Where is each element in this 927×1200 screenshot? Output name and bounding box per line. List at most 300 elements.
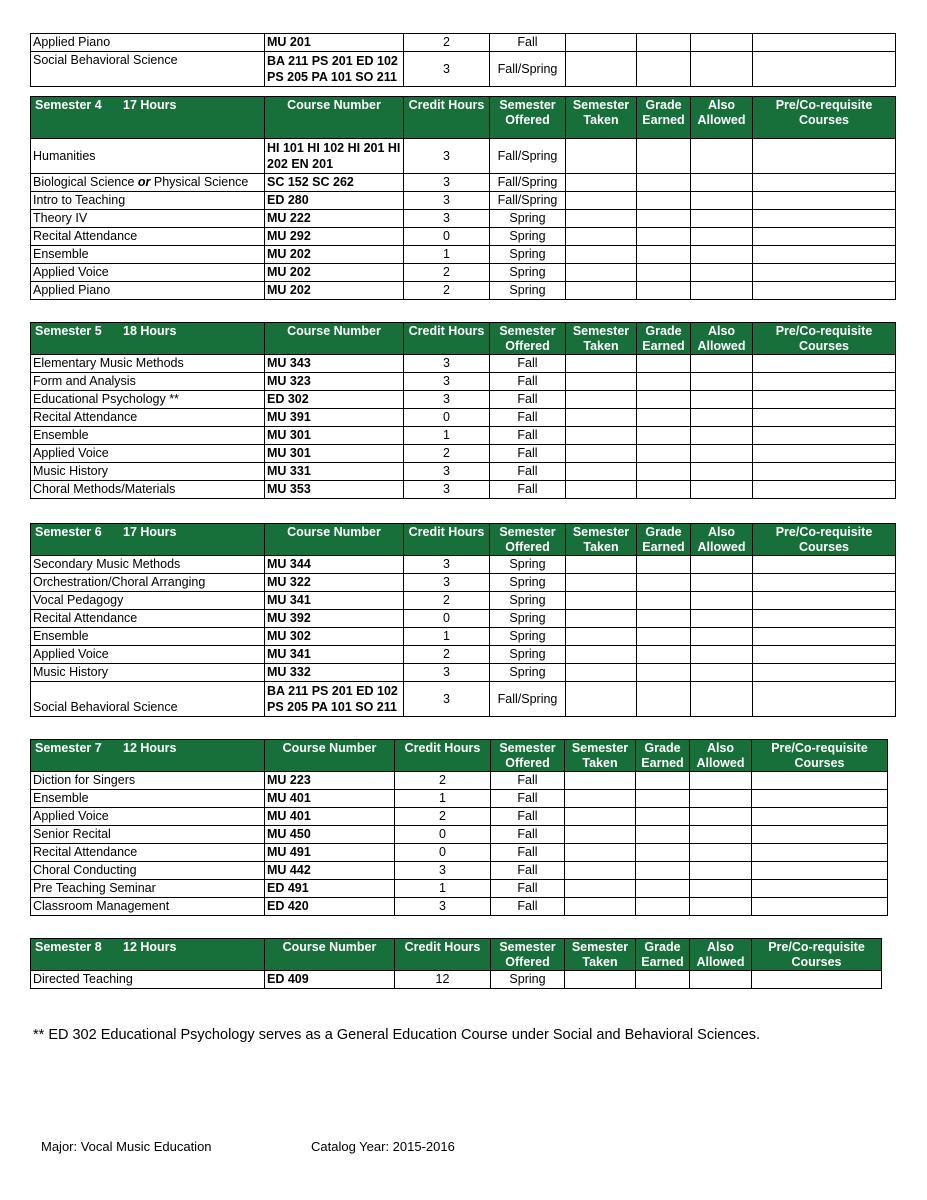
schedule-table-top [30, 33, 896, 87]
grade-earned-cell [637, 556, 691, 574]
table-row [31, 34, 896, 52]
table-row [31, 574, 896, 592]
table-row [31, 391, 896, 409]
semester-taken-cell [566, 664, 637, 682]
semester-offered: Fall [491, 790, 565, 808]
semester-offered: Spring [491, 971, 565, 989]
course-title: Recital Attendance [31, 409, 265, 427]
course-number: MU 202 [265, 246, 404, 264]
prereq-cell [752, 826, 888, 844]
course-number-header: Course Number [265, 740, 395, 772]
semester-offered: Spring [490, 282, 566, 300]
semester-offered: Fall [491, 898, 565, 916]
credit-hours: 1 [404, 628, 490, 646]
course-number: MU 343 [265, 355, 404, 373]
grade-earned-cell [636, 844, 690, 862]
semester-offered-header: Semester Offered [490, 323, 566, 355]
table-row [31, 898, 888, 916]
credit-hours: 2 [395, 808, 491, 826]
also-allowed-cell [691, 574, 753, 592]
course-number: MU 301 [265, 445, 404, 463]
grade-earned-cell [637, 664, 691, 682]
also-allowed-cell [690, 808, 752, 826]
course-title: Ensemble [31, 427, 265, 445]
also-allowed-cell [691, 355, 753, 373]
semester-taken-cell [566, 427, 637, 445]
semester-offered: Spring [490, 210, 566, 228]
course-number: MU 323 [265, 373, 404, 391]
prereq-cell [752, 971, 882, 989]
grade-earned-header: Grade Earned [637, 323, 691, 355]
course-title: Educational Psychology ** [31, 391, 265, 409]
grade-earned-cell [637, 592, 691, 610]
table-row [31, 282, 896, 300]
prereq-cell [753, 210, 896, 228]
prereq-cell [753, 574, 896, 592]
table-row [31, 481, 896, 499]
credit-hours: 1 [404, 427, 490, 445]
grade-earned-cell [636, 880, 690, 898]
credit-hours: 0 [395, 844, 491, 862]
credit-hours: 3 [404, 174, 490, 192]
grade-earned-cell [636, 862, 690, 880]
credit-hours: 0 [404, 409, 490, 427]
table-row [31, 355, 896, 373]
also-allowed-cell [691, 646, 753, 664]
credit-hours: 3 [404, 574, 490, 592]
semester-offered-header: Semester Offered [490, 524, 566, 556]
also-allowed-cell [691, 427, 753, 445]
grade-earned-header: Grade Earned [637, 97, 691, 139]
semester-offered: Fall [490, 481, 566, 499]
grade-earned-cell [637, 264, 691, 282]
also-allowed-cell [691, 246, 753, 264]
grade-earned-cell [636, 971, 690, 989]
course-title: Form and Analysis [31, 373, 265, 391]
semester-taken-cell [566, 556, 637, 574]
semester-offered: Spring [490, 628, 566, 646]
table-row [31, 210, 896, 228]
semester-hours: 12 Hours [123, 741, 177, 755]
course-number: MU 391 [265, 409, 404, 427]
grade-earned-cell [637, 445, 691, 463]
table-row [31, 844, 888, 862]
also-allowed-cell [691, 463, 753, 481]
grade-earned-cell [636, 898, 690, 916]
table-header-row [31, 939, 882, 971]
prereq-cell [752, 790, 888, 808]
table-row [31, 427, 896, 445]
semester-header [31, 524, 265, 556]
prereq-cell [753, 228, 896, 246]
credit-hours-header: Credit Hours [404, 524, 490, 556]
semester-hours: 17 Hours [123, 98, 177, 112]
semester-offered: Fall [490, 34, 566, 52]
prereq-cell [753, 246, 896, 264]
semester-taken-cell [565, 844, 636, 862]
table-header-row [31, 740, 888, 772]
grade-earned-cell [637, 373, 691, 391]
also-allowed-cell [691, 409, 753, 427]
course-title: Ensemble [31, 790, 265, 808]
grade-earned-cell [637, 355, 691, 373]
table-row [31, 971, 882, 989]
credit-hours: 3 [395, 862, 491, 880]
semester-taken-cell [565, 880, 636, 898]
semester-header [31, 323, 265, 355]
semester-taken-cell [565, 862, 636, 880]
table-row [31, 862, 888, 880]
also-allowed-header: Also Allowed [690, 939, 752, 971]
prereq-header: Pre/Co-requisite Courses [752, 939, 882, 971]
table-row [31, 445, 896, 463]
also-allowed-cell [691, 192, 753, 210]
course-title: Vocal Pedagogy [31, 592, 265, 610]
also-allowed-cell [690, 862, 752, 880]
grade-earned-cell [637, 574, 691, 592]
semester-offered: Fall [490, 355, 566, 373]
grade-earned-cell [636, 790, 690, 808]
also-allowed-header: Also Allowed [690, 740, 752, 772]
credit-hours: 2 [395, 772, 491, 790]
also-allowed-cell [690, 826, 752, 844]
course-number: ED 409 [265, 971, 395, 989]
semester-taken-header: Semester Taken [566, 323, 637, 355]
semester-header [31, 740, 265, 772]
grade-earned-cell [637, 34, 691, 52]
course-title: Recital Attendance [31, 228, 265, 246]
semester-taken-cell [565, 790, 636, 808]
semester-offered: Fall [491, 844, 565, 862]
credit-hours-header: Credit Hours [395, 740, 491, 772]
also-allowed-cell [691, 282, 753, 300]
grade-earned-cell [637, 282, 691, 300]
semester-taken-cell [565, 971, 636, 989]
table-row [31, 409, 896, 427]
credit-hours: 3 [404, 391, 490, 409]
prereq-cell [753, 192, 896, 210]
semester-offered: Fall [491, 772, 565, 790]
also-allowed-cell [691, 373, 753, 391]
credit-hours: 0 [404, 610, 490, 628]
semester-taken-cell [566, 592, 637, 610]
prereq-cell [753, 427, 896, 445]
course-number: ED 491 [265, 880, 395, 898]
course-number: MU 332 [265, 664, 404, 682]
semester-hours: 12 Hours [123, 940, 177, 954]
course-title: Pre Teaching Seminar [31, 880, 265, 898]
table-row [31, 646, 896, 664]
semester-taken-cell [566, 192, 637, 210]
course-number: MU 202 [265, 264, 404, 282]
semester-offered: Fall [491, 862, 565, 880]
prereq-cell [753, 628, 896, 646]
semester-offered: Fall [490, 463, 566, 481]
semester-taken-cell [565, 826, 636, 844]
course-number: MU 442 [265, 862, 395, 880]
grade-earned-cell [637, 391, 691, 409]
also-allowed-cell [691, 34, 753, 52]
course-title: Intro to Teaching [31, 192, 265, 210]
prereq-cell [753, 373, 896, 391]
table-row [31, 246, 896, 264]
course-title: Applied Voice [31, 808, 265, 826]
course-title: Choral Methods/Materials [31, 481, 265, 499]
course-number-header: Course Number [265, 97, 404, 139]
semester-taken-header: Semester Taken [565, 939, 636, 971]
course-title: Humanities [31, 139, 265, 174]
also-allowed-cell [691, 264, 753, 282]
course-title: Elementary Music Methods [31, 355, 265, 373]
credit-hours: 12 [395, 971, 491, 989]
also-allowed-cell [691, 139, 753, 174]
semester-taken-cell [566, 445, 637, 463]
prereq-cell [752, 880, 888, 898]
table-row [31, 628, 896, 646]
course-number: MU 223 [265, 772, 395, 790]
credit-hours: 2 [404, 646, 490, 664]
also-allowed-cell [691, 610, 753, 628]
semester-offered: Spring [490, 228, 566, 246]
course-number: BA 211 PS 201 ED 102 PS 205 PA 101 SO 211 [265, 682, 404, 717]
course-title: Music History [31, 463, 265, 481]
credit-hours: 3 [395, 898, 491, 916]
grade-earned-header: Grade Earned [636, 939, 690, 971]
semester-offered: Spring [490, 574, 566, 592]
prereq-cell [753, 282, 896, 300]
prereq-cell [753, 52, 896, 87]
prereq-cell [753, 682, 896, 717]
course-title: Social Behavioral Science [31, 682, 265, 717]
grade-earned-cell [637, 646, 691, 664]
semester-offered: Fall [491, 808, 565, 826]
semester-offered: Fall [490, 445, 566, 463]
semester-offered: Fall/Spring [490, 139, 566, 174]
table-row [31, 139, 896, 174]
semester-offered-header: Semester Offered [491, 939, 565, 971]
semester-offered-header: Semester Offered [491, 740, 565, 772]
credit-hours: 3 [404, 139, 490, 174]
table-row [31, 373, 896, 391]
also-allowed-cell [691, 52, 753, 87]
course-number: MU 491 [265, 844, 395, 862]
semester-offered-header: Semester Offered [490, 97, 566, 139]
semester-taken-cell [566, 610, 637, 628]
course-number: BA 211 PS 201 ED 102 PS 205 PA 101 SO 211 [265, 52, 404, 87]
semester-taken-header: Semester Taken [566, 97, 637, 139]
grade-earned-cell [636, 808, 690, 826]
semester-5-table [30, 322, 896, 499]
table-row [31, 228, 896, 246]
prereq-cell [753, 391, 896, 409]
grade-earned-cell [637, 463, 691, 481]
grade-earned-header: Grade Earned [636, 740, 690, 772]
course-number: HI 101 HI 102 HI 201 HI 202 EN 201 [265, 139, 404, 174]
course-number: MU 401 [265, 790, 395, 808]
course-title: Applied Piano [31, 282, 265, 300]
prereq-cell [752, 862, 888, 880]
course-title: Directed Teaching [31, 971, 265, 989]
credit-hours: 3 [404, 556, 490, 574]
semester-taken-cell [566, 264, 637, 282]
prereq-cell [752, 772, 888, 790]
semester-offered: Fall [491, 826, 565, 844]
semester-taken-cell [566, 174, 637, 192]
credit-hours: 2 [404, 264, 490, 282]
table-row [31, 664, 896, 682]
semester-header [31, 939, 265, 971]
prereq-header: Pre/Co-requisite Courses [753, 323, 896, 355]
prereq-cell [753, 463, 896, 481]
semester-taken-cell [566, 682, 637, 717]
semester-taken-cell [566, 391, 637, 409]
semester-taken-cell [565, 898, 636, 916]
course-title: Diction for Singers [31, 772, 265, 790]
prereq-cell [752, 898, 888, 916]
also-allowed-cell [691, 592, 753, 610]
semester-taken-header: Semester Taken [566, 524, 637, 556]
credit-hours: 0 [395, 826, 491, 844]
semester-taken-cell [565, 808, 636, 826]
also-allowed-cell [691, 228, 753, 246]
course-title: Ensemble [31, 628, 265, 646]
prereq-cell [752, 844, 888, 862]
grade-earned-cell [637, 610, 691, 628]
grade-earned-cell [637, 210, 691, 228]
also-allowed-cell [690, 790, 752, 808]
also-allowed-cell [691, 664, 753, 682]
credit-hours: 3 [404, 463, 490, 481]
semester-taken-cell [566, 481, 637, 499]
prereq-cell [753, 409, 896, 427]
semester-taken-cell [566, 373, 637, 391]
prereq-cell [753, 592, 896, 610]
table-header-row [31, 97, 896, 139]
credit-hours-header: Credit Hours [395, 939, 491, 971]
course-title: Applied Voice [31, 646, 265, 664]
course-number: SC 152 SC 262 [265, 174, 404, 192]
table-row [31, 610, 896, 628]
course-number-header: Course Number [265, 323, 404, 355]
prereq-cell [753, 139, 896, 174]
course-number: MU 450 [265, 826, 395, 844]
credit-hours: 3 [404, 682, 490, 717]
course-title: Music History [31, 664, 265, 682]
course-title: Applied Voice [31, 445, 265, 463]
course-title-part: Physical Science [150, 175, 249, 189]
semester-4-table [30, 96, 896, 300]
credit-hours: 3 [404, 373, 490, 391]
grade-earned-cell [637, 228, 691, 246]
semester-taken-cell [566, 463, 637, 481]
grade-earned-cell [637, 139, 691, 174]
course-title: Choral Conducting [31, 862, 265, 880]
also-allowed-header: Also Allowed [691, 323, 753, 355]
course-title: Social Behavioral Science [31, 52, 265, 87]
also-allowed-cell [691, 174, 753, 192]
course-number: ED 280 [265, 192, 404, 210]
credit-hours-header: Credit Hours [404, 97, 490, 139]
course-title: Classroom Management [31, 898, 265, 916]
course-number: MU 401 [265, 808, 395, 826]
course-number: MU 201 [265, 34, 404, 52]
course-number: MU 222 [265, 210, 404, 228]
prereq-cell [753, 174, 896, 192]
table-row [31, 463, 896, 481]
grade-earned-cell [636, 826, 690, 844]
course-number: MU 344 [265, 556, 404, 574]
also-allowed-cell [691, 210, 753, 228]
prereq-cell [753, 610, 896, 628]
table-row [31, 826, 888, 844]
grade-earned-header: Grade Earned [637, 524, 691, 556]
grade-earned-cell [637, 192, 691, 210]
semester-taken-cell [566, 282, 637, 300]
credit-hours: 1 [395, 880, 491, 898]
also-allowed-cell [690, 772, 752, 790]
semester-8-table [30, 938, 882, 989]
course-number: MU 202 [265, 282, 404, 300]
course-number: MU 392 [265, 610, 404, 628]
semester-offered: Fall [490, 391, 566, 409]
semester-name: Semester 6 [35, 525, 102, 539]
semester-offered: Spring [490, 556, 566, 574]
prereq-cell [753, 355, 896, 373]
semester-offered: Spring [490, 646, 566, 664]
table-row [31, 192, 896, 210]
credit-hours: 3 [404, 355, 490, 373]
grade-earned-cell [637, 481, 691, 499]
grade-earned-cell [637, 246, 691, 264]
course-number: MU 301 [265, 427, 404, 445]
course-title: Recital Attendance [31, 610, 265, 628]
prereq-header: Pre/Co-requisite Courses [753, 97, 896, 139]
grade-earned-cell [636, 772, 690, 790]
prereq-cell [752, 808, 888, 826]
course-number: MU 322 [265, 574, 404, 592]
course-number: MU 353 [265, 481, 404, 499]
semester-offered: Fall/Spring [490, 192, 566, 210]
prereq-cell [753, 264, 896, 282]
semester-taken-cell [566, 228, 637, 246]
prereq-header: Pre/Co-requisite Courses [752, 740, 888, 772]
course-number-header: Course Number [265, 524, 404, 556]
semester-taken-cell [566, 646, 637, 664]
credit-hours: 3 [404, 52, 490, 87]
table-header-row [31, 524, 896, 556]
grade-earned-cell [637, 628, 691, 646]
course-title: Recital Attendance [31, 844, 265, 862]
semester-offered: Spring [490, 264, 566, 282]
credit-hours: 3 [404, 210, 490, 228]
course-title: Ensemble [31, 246, 265, 264]
semester-taken-cell [566, 52, 637, 87]
credit-hours: 2 [404, 34, 490, 52]
grade-earned-cell [637, 52, 691, 87]
semester-header [31, 97, 265, 139]
semester-offered: Spring [490, 664, 566, 682]
grade-earned-cell [637, 174, 691, 192]
course-title [31, 174, 265, 192]
credit-hours: 3 [404, 192, 490, 210]
footer-major: Major: Vocal Music Education [41, 1139, 212, 1154]
credit-hours: 3 [404, 664, 490, 682]
course-number: ED 420 [265, 898, 395, 916]
semester-offered: Fall/Spring [490, 682, 566, 717]
semester-7-table [30, 739, 888, 916]
credit-hours: 2 [404, 282, 490, 300]
semester-taken-cell [566, 574, 637, 592]
